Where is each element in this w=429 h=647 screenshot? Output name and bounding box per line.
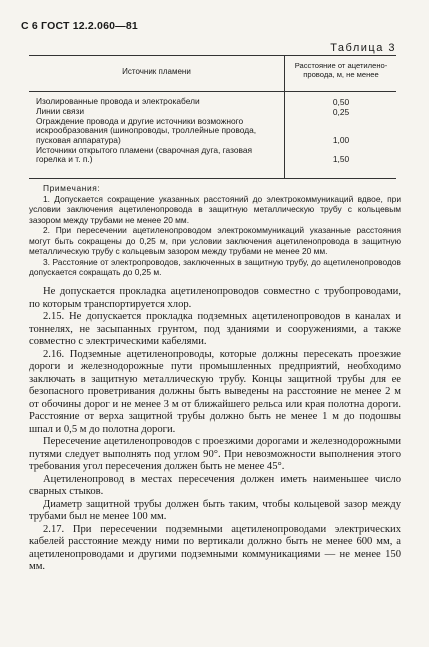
notes-heading: Примечания: bbox=[43, 183, 101, 193]
note-item: 3. Расстояние от электропроводов, заключенных в защитную трубу, до ацетиленопроводов допускается сокращать до 0,25 м. bbox=[29, 256, 401, 277]
page-header: С 6 ГОСТ 12.2.060—81 bbox=[21, 20, 138, 32]
table-row-value: 0,25 bbox=[332, 107, 350, 117]
column-header-source: Источник пламени bbox=[122, 67, 191, 76]
table-header-rule bbox=[29, 91, 396, 92]
distance-table bbox=[29, 55, 396, 179]
paragraph: Ацетиленопровод в местах пересечения должен иметь наименьшее число сварных стыков. bbox=[29, 473, 401, 497]
table-top-rule bbox=[29, 55, 396, 56]
table-notes bbox=[29, 183, 401, 278]
table-column-divider bbox=[284, 55, 285, 179]
paragraph-2-17: 2.17. При пересечении подземными ацетиленопроводами электрических кабелей расстояние между ними по вертикали должно быть не менее 600 мм, а ацетиленопроводами и другими подземными коммуникациями — не менее 150 мм. bbox=[29, 523, 401, 572]
table-row-value: 1,50 bbox=[332, 154, 350, 164]
table-row-label: Источники открытого пламени (сварочная дуга, газовая горелка и т. п.) bbox=[36, 145, 253, 165]
table-row-label: Ограждение провода и другие источники возможного искрообразования (шинопроводы, троллейные провода, пусковая аппаратура) bbox=[36, 116, 257, 145]
paragraph-2-16: 2.16. Подземные ацетиленопроводы, которые должны пересекать проезжие дороги и железнодорожные пути промышленных предприятий, необходимо заключать в защитную металлическую трубу. Концы защитной трубы для ее безопасного проветривания должны быть выведены на расстояние не менее 2 м от обочины дорог и не менее 3 м от ближайшего рельса или края полотна дороги. Расстояние от верха защитной трубы должно быть не менее 1 м до подошвы шпал и 0,5 м до полотна дороги. bbox=[29, 348, 401, 435]
table-row-label: Изолированные провода и электрокабели bbox=[36, 96, 200, 106]
paragraph: Не допускается прокладка ацетиленопроводов совместно с трубопроводами, по которым транспортируется хлор. bbox=[29, 286, 401, 310]
table-row-value: 1,00 bbox=[332, 135, 350, 145]
table-bottom-rule bbox=[29, 178, 396, 179]
column-header-distance: Расстояние от ацетилено-провода, м, не менее bbox=[294, 61, 388, 79]
body-text bbox=[29, 286, 401, 574]
table-row-value: 0,50 bbox=[332, 97, 350, 107]
table-title: Таблица 3 bbox=[330, 42, 396, 54]
note-item: 1. Допускается сокращение указанных расстояний до электрокоммуникаций вдвое, при условии заключения ацетиленопровода в защитную металлическую трубу с кольцевым зазором между трубами не менее 20 мм. bbox=[29, 193, 401, 225]
note-item: 2. При пересечении ацетиленопроводом электрокоммуникаций указанные расстояния могут быть сокращены до 0,25 м, при условии заключения ацетиленопровода в защитную металлическую трубу с кольцевым зазором между трубами не менее 20 мм. bbox=[29, 225, 401, 256]
table-row-label: Линии связи bbox=[36, 106, 85, 116]
paragraph: Диаметр защитной трубы должен быть таким, чтобы кольцевой зазор между трубами был не менее 100 мм. bbox=[29, 498, 401, 522]
paragraph-2-15: 2.15. Не допускается прокладка подземных ацетиленопроводов в каналах и тоннелях, не засыпанных грунтом, под зданиями и сооружениями, а также совместно с электрическими кабелями. bbox=[29, 311, 401, 347]
paragraph: Пересечение ацетиленопроводов с проезжими дорогами и железнодорожными путями следует выполнять под углом 90°. При невозможности выполнения этого требования угол пересечения должен быть не менее 45°. bbox=[29, 436, 401, 472]
